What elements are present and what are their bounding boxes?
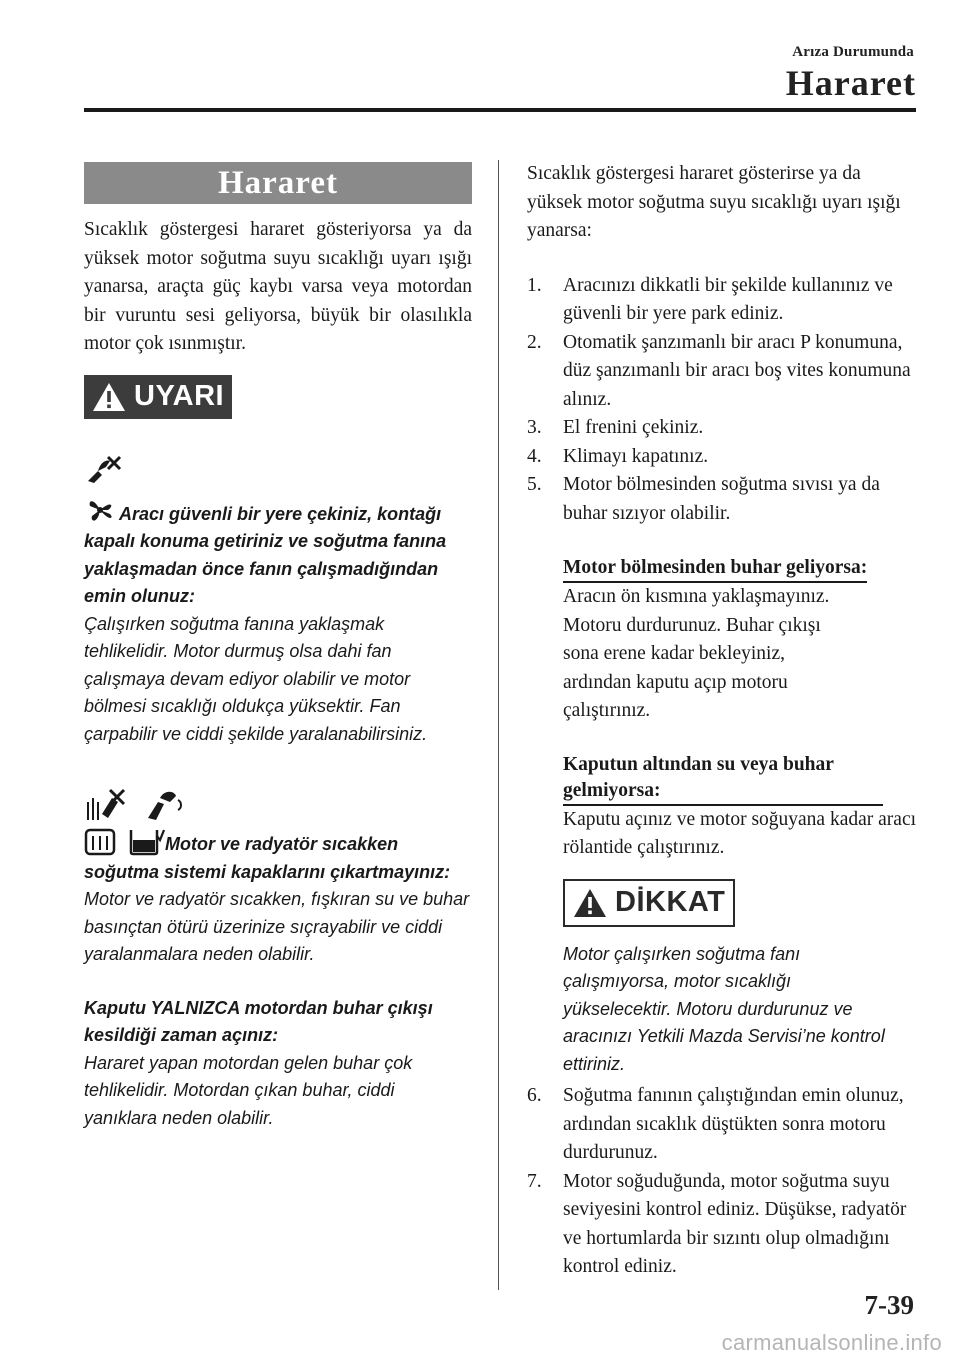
- no-steam-subheading: [563, 752, 883, 806]
- fan-warning: [84, 451, 472, 749]
- steam-text: Aracın ön kısmına yaklaşmayınız. Motoru durdurunuz. Buhar çıkışı sona erene kadar bekleyiniz, ardından kaputu açıp motoru çalıştırınız.: [563, 586, 830, 721]
- header-rule: [84, 108, 916, 112]
- fan-icon: [84, 496, 116, 524]
- watermark-link[interactable]: carmanualsonline.info: [721, 1330, 942, 1355]
- column-divider: [498, 160, 499, 1290]
- intro-paragraph: Sıcaklık göstergesi hararet gösteriyorsa ya da yüksek motor soğutma suyu sıcaklığı uyarı ışığı yanarsa, araçta güç kaybı varsa veya motordan bir vuruntu sesi geliyorsa, büyük bir olasılıkla motor çok ısınmıştır.: [84, 219, 472, 354]
- cap-warning-text: Motor ve radyatör sıcakken, fışkıran su ve buhar basınçtan ötürü üzerinize sıçrayabilir ve ciddi yaralanmalara neden olabilir.: [84, 889, 470, 964]
- caution-label: DİKKAT: [615, 886, 726, 918]
- cap-warning: [84, 788, 472, 969]
- reservoir-hand-icon: [142, 788, 188, 822]
- step-text: El frenini çekiniz.: [563, 417, 704, 438]
- warning-badge: [84, 375, 232, 419]
- caution-badge: [563, 879, 735, 927]
- page-number: 7-39: [864, 1290, 914, 1320]
- hood-warning-text: Hararet yapan motordan gelen buhar çok tehlikelidir. Motordan çıkan buhar, ciddi yanıklara neden olabilir.: [84, 1052, 413, 1128]
- no-steam-subheading-text: Kaputun altından su veya buhar gelmiyorsa:: [563, 752, 883, 806]
- no-steam-subsection: [527, 752, 919, 863]
- hood-warning-bold: Kaputu YALNIZCA motordan buhar çıkışı kesildiği zaman açınız:: [84, 997, 433, 1045]
- list-item: [527, 329, 919, 415]
- list-item: [527, 1082, 919, 1168]
- step-text: Motor bölmesinden soğutma sıvısı ya da buhar sızıyor olabilir.: [563, 474, 880, 524]
- left-column: [84, 162, 472, 1132]
- caution-triangle-icon: [573, 888, 607, 918]
- step-text: Klimayı kapatınız.: [563, 445, 709, 467]
- list-item: [527, 471, 919, 528]
- step-number: 7.: [527, 1170, 542, 1192]
- step-text: Aracınızı dikkatli bir şekilde kullanınız ve güvenli bir yere park ediniz.: [563, 274, 893, 324]
- step-text: Motor soğuduğunda, motor soğutma suyu seviyesini kontrol ediniz. Düşükse, radyatör ve hortumlarda bir sızıntı olup olmadığını kontrol ediniz.: [563, 1170, 907, 1277]
- steps-list: [527, 272, 919, 529]
- step-number: 3.: [527, 417, 542, 438]
- steps-list-continued: [527, 1082, 919, 1282]
- step-number: 1.: [527, 274, 542, 296]
- warning-label: UYARI: [134, 380, 225, 412]
- step-number: 5.: [527, 474, 542, 495]
- caution-text: Motor çalışırken soğutma fanı çalışmıyorsa, motor sıcaklığı yükselecektir. Motoru durdurunuz ve aracınızı Yetkili Mazda Servisi’ne kontrol ettiriniz.: [563, 943, 885, 1074]
- no-steam-text: Kaputu açınız ve motor soğuyana kadar aracı rölantide çalıştırınız.: [563, 808, 917, 858]
- step-number: 2.: [527, 331, 542, 353]
- list-item: [527, 1168, 919, 1282]
- cap-warning-heading: [84, 826, 472, 886]
- caution-block: [527, 879, 919, 1079]
- list-item: [527, 414, 919, 443]
- step-text: Otomatik şanzımanlı bir aracı P konumuna, düz şanzımanlı bir aracı boş vites konumuna alınız.: [563, 331, 911, 410]
- step-number: 4.: [527, 445, 542, 467]
- hood-warning: [84, 995, 472, 1133]
- right-intro: Sıcaklık göstergesi hararet gösterirse ya da yüksek motor soğutma suyu sıcaklığı uyarı ışığı yanarsa:: [527, 163, 901, 241]
- fan-warning-heading: [84, 496, 472, 611]
- step-text: Soğutma fanının çalıştığından emin olunuz, ardından sıcaklık düştükten sonra motoru durdurunuz.: [563, 1085, 904, 1163]
- page-header-title: Hararet: [785, 63, 916, 103]
- chapter-name: Arıza Durumunda: [792, 44, 914, 60]
- radiator-icon: [84, 826, 116, 856]
- list-item: [527, 443, 919, 472]
- coolant-reservoir-icon: [129, 826, 165, 856]
- steam-subsection: [527, 554, 919, 726]
- warning-block: [84, 375, 472, 419]
- fan-hand-icon: [84, 451, 122, 487]
- step-number: 6.: [527, 1085, 542, 1106]
- cap-warning-icons: [84, 788, 472, 822]
- fan-warning-text: Çalışırken soğutma fanına yaklaşmak tehlikelidir. Motor durmuş olsa dahi fan çalışmaya devam ediyor olabilir ve motor bölmesi sıcaklığı oldukça yüksektir. Fan çarpabilir ve ciddi şekilde yaralanabilirsiniz.: [84, 613, 428, 744]
- section-banner: Hararet: [84, 162, 472, 204]
- right-column: [527, 160, 919, 1282]
- radiator-hand-icon: [84, 788, 128, 822]
- list-item: [527, 272, 919, 329]
- warning-triangle-icon: [92, 382, 126, 412]
- fan-warning-bold: Aracı güvenli bir yere çekiniz, kontağı kapalı konuma getiriniz ve soğutma fanına yaklaşmadan önce fanın çalışmadığından emin olunuz:: [84, 503, 447, 606]
- steam-subheading: Motor bölmesinden buhar geliyorsa:: [563, 555, 867, 583]
- cap-warning-bold: Motor ve radyatör sıcakken soğutma sistemi kapaklarını çıkartmayınız:: [84, 834, 451, 882]
